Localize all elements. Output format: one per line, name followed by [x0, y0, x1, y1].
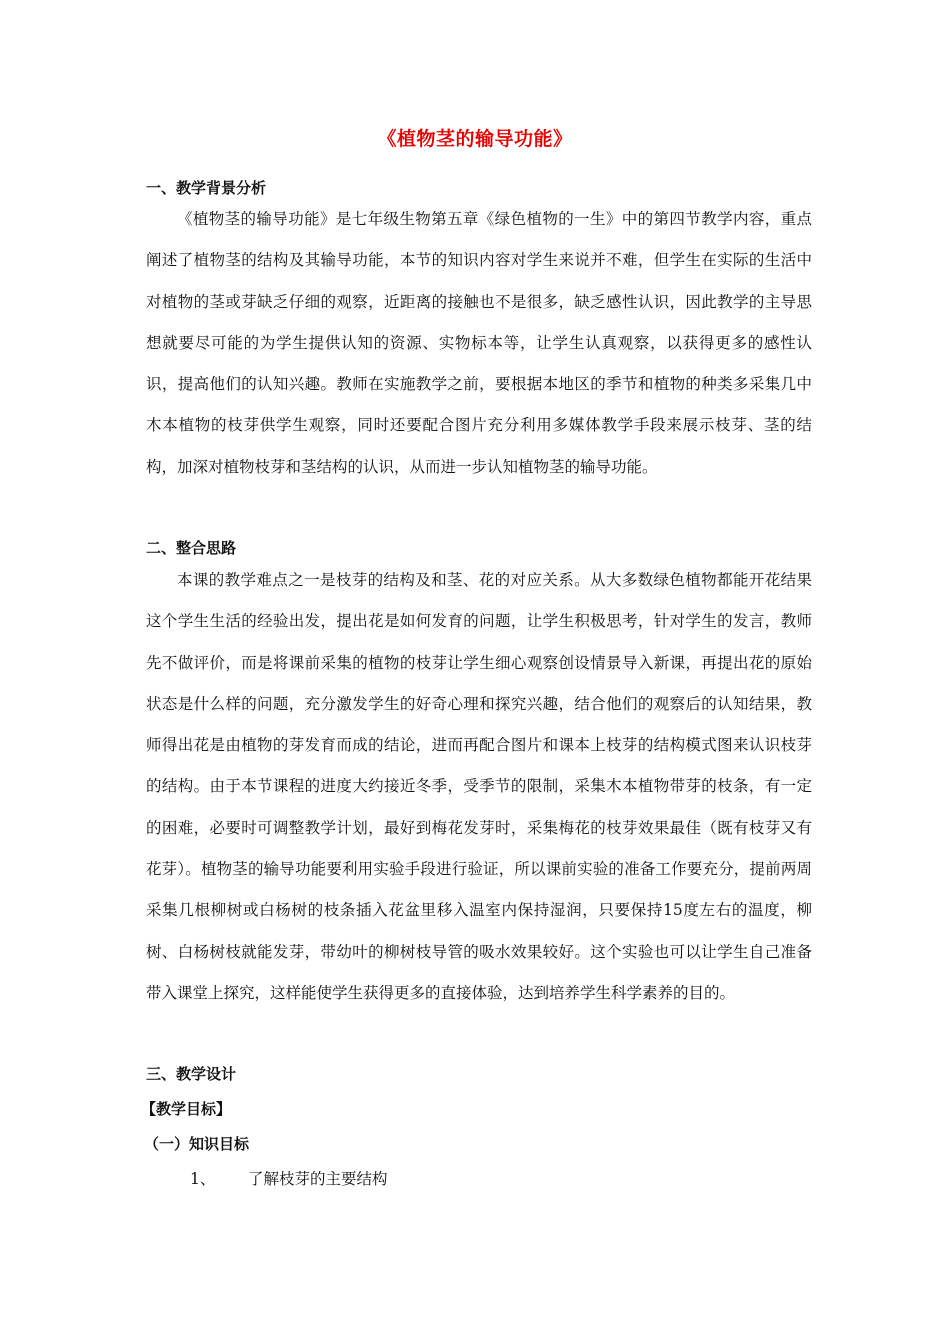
- paragraph-background: 《植物茎的输导功能》是七年级生物第五章《绿色植物的一生》中的第四节教学内容，重点阐述了植物茎的结构及其输导功能，本节的知识内容对学生来说并不难，但学生在实际的生活中对植物的茎或芽缺乏仔细的观察，近距离的接触也不是很多，缺乏感性认识，因此教学的主导思想就要尽可能的为学生提供认知的资源、实物标本等，让学生认真观察，以获得更多的感性认识，提高他们的认知兴趣。教师在实施教学之前，要根据本地区的季节和植物的种类多采集几中木本植物的枝芽供学生观察，同时还要配合图片充分利用多媒体教学手段来展示枝芽、茎的结构，加深对植物枝芽和茎结构的认识，从而进一步认知植物茎的输导功能。: [146, 210, 812, 476]
- section-heading-approach: 二、整合思路: [146, 539, 237, 557]
- section-heading-background: 一、教学背景分析: [146, 179, 267, 197]
- list-item-text: 了解枝芽的主要结构: [248, 1170, 388, 1188]
- teaching-goal-heading: 【教学目标】: [141, 1100, 232, 1118]
- list-item: [190, 1169, 388, 1189]
- document-title: 《植物茎的输导功能》: [377, 128, 573, 150]
- paragraph-approach: 本课的教学难点之一是枝芽的结构及和茎、花的对应关系。从大多数绿色植物都能开花结果这个学生生活的经验出发，提出花是如何发育的问题，让学生积极思考，针对学生的发言，教师先不做评价，而是将课前采集的植物的枝芽让学生细心观察创设情景导入新课，再提出花的原始状态是什么样的问题，充分激发学生的好奇心理和探究兴趣，结合他们的观察后的认知结果，教师得出花是由植物的芽发育而成的结论，进而再配合图片和课本上枝芽的结构模式图来认识枝芽的结构。由于本节课程的进度大约接近冬季，受季节的限制，采集木本植物带芽的枝条，有一定的困难，必要时可调整教学计划，最好到梅花发芽时，采集梅花的枝芽效果最佳（既有枝芽又有花芽）。植物茎的输导功能要利用实验手段进行验证，所以课前实验的准备工作要充分，提前两周采集几根柳树或白杨树的枝条插入花盆里移入温室内保持湿润，只要保持15度左右的温度，柳树、白杨树枝就能发芽，带幼叶的柳树枝导管的吸水效果较好。这个实验也可以让学生自己准备带入课堂上探究，这样能使学生获得更多的直接体验，达到培养学生科学素养的目的。: [146, 571, 812, 1002]
- section-heading-design: 三、教学设计: [146, 1065, 237, 1083]
- knowledge-goal-heading: （一）知识目标: [144, 1135, 250, 1153]
- list-item-number: 1、: [190, 1170, 216, 1188]
